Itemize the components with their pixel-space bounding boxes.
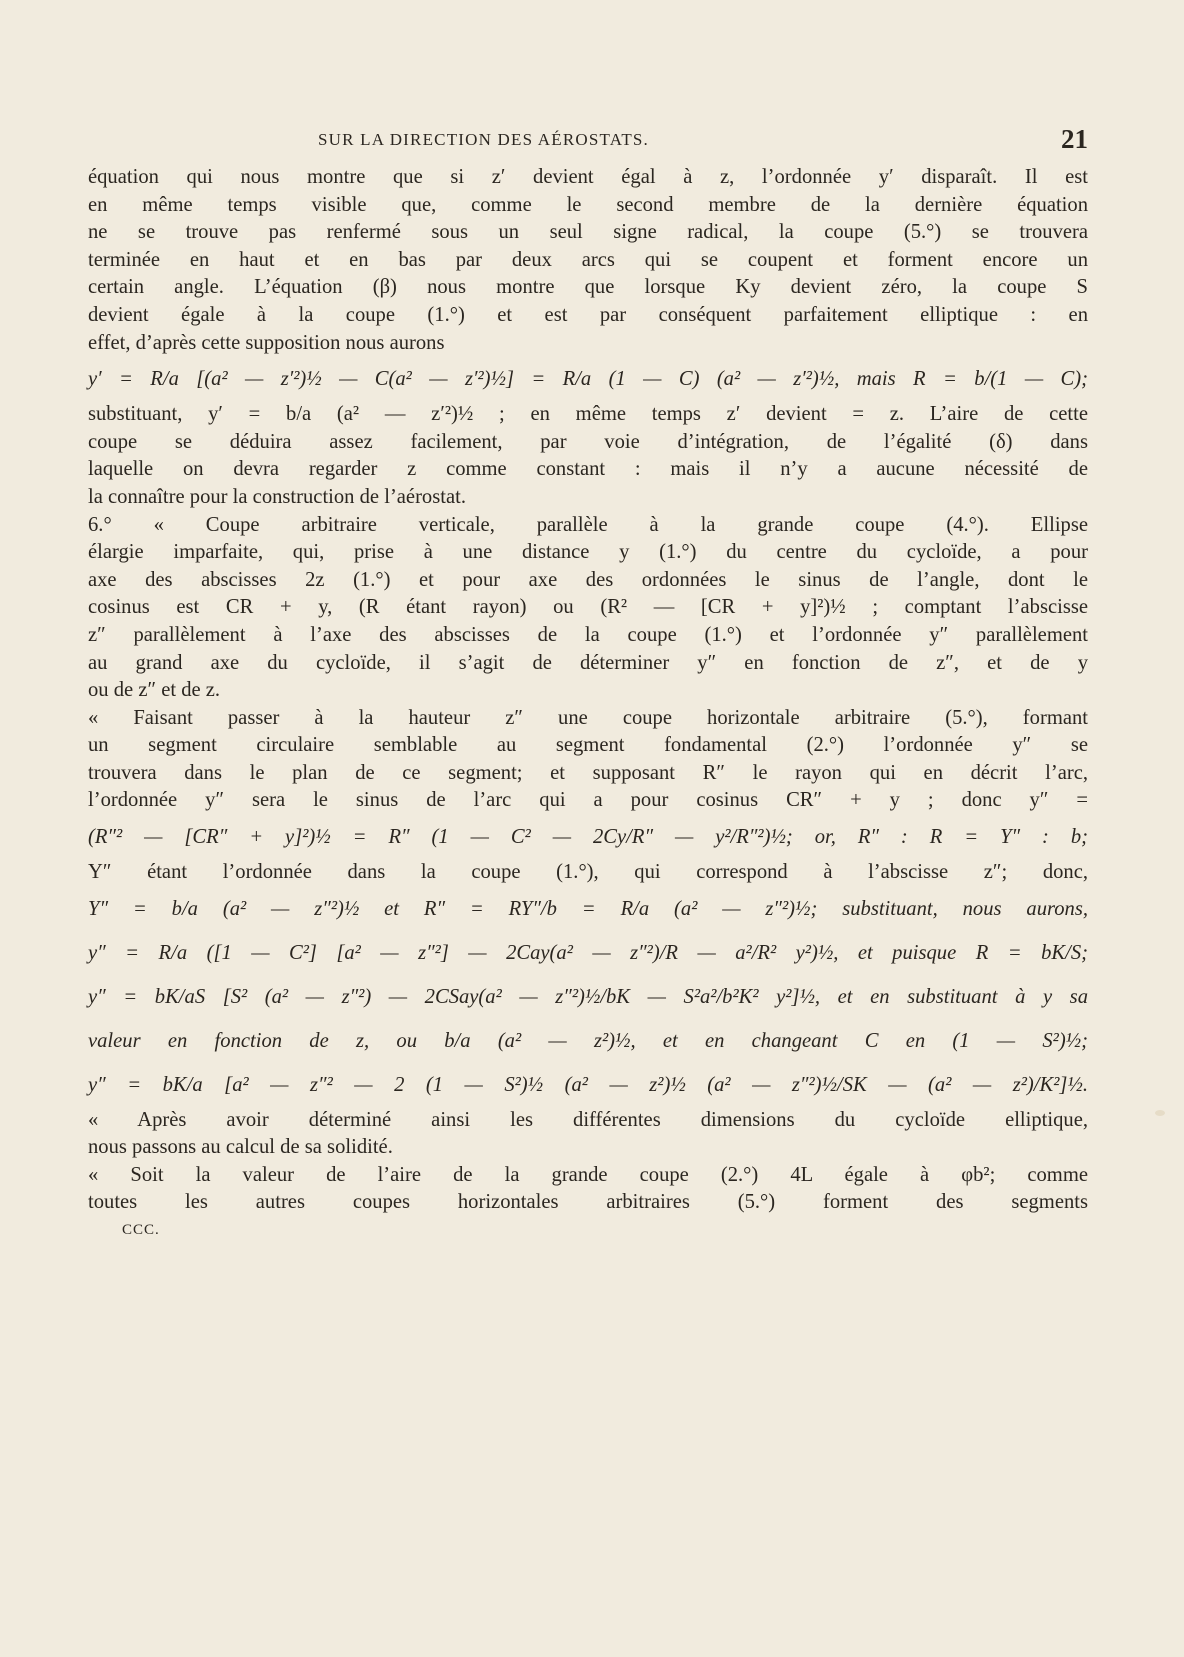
equation-line: valeur en fonction de z, ou b/a (a² — z²)½, et en changeant C en (1 — S²)½; bbox=[88, 1029, 1088, 1052]
text-line: élargie imparfaite, qui, prise à une distance y (1.°) du centre du cycloïde, a pour bbox=[88, 541, 1088, 564]
equation-line: y′ = R/a [(a² — z′²)½ — C(a² — z′²)½] = R/a (1 — C) (a² — z′²)½, mais R = b/(1 — C); bbox=[88, 368, 1088, 391]
text-line: en même temps visible que, comme le second membre de la dernière équation bbox=[88, 193, 1088, 216]
text-line: coupe se déduira assez facilement, par voie d’intégration, de l’égalité (δ) dans bbox=[88, 430, 1088, 453]
body-text bbox=[88, 164, 1088, 1245]
text-line: nous passons au calcul de sa solidité. bbox=[88, 1136, 393, 1159]
running-head: SUR LA DIRECTION DES AÉROSTATS. bbox=[318, 130, 650, 149]
paper-stain bbox=[1155, 1110, 1165, 1116]
text-line: toutes les autres coupes horizontales arbitraires (5.°) forment des segments bbox=[88, 1191, 1088, 1214]
text-line: z″ parallèlement à l’axe des abscisses de la coupe (1.°) et l’ordonnée y″ parallèlement bbox=[88, 623, 1088, 646]
text-line: devient égale à la coupe (1.°) et est par conséquent parfaitement elliptique : en bbox=[88, 303, 1088, 326]
text-line: certain angle. L’équation (β) nous montre que lorsque Ky devient zéro, la coupe S bbox=[88, 276, 1088, 299]
equation-line: (R″² — [CR″ + y]²)½ = R″ (1 — C² — 2Cy/R″ — y²/R″²)½; or, R″ : R = Y″ : b; bbox=[88, 826, 1088, 849]
text-line: substituant, y′ = b/a (a² — z′²)½ ; en même temps z′ devient = z. L’aire de cette bbox=[88, 403, 1088, 426]
text-line: trouvera dans le plan de ce segment; et supposant R″ le rayon qui en décrit l’arc, bbox=[88, 761, 1088, 784]
text-line: « Soit la valeur de l’aire de la grande coupe (2.°) 4L égale à φb²; comme bbox=[88, 1163, 1088, 1186]
equation-line: Y″ = b/a (a² — z″²)½ et R″ = RY″/b = R/a (a² — z″²)½; substituant, nous aurons, bbox=[88, 897, 1088, 920]
text-line: ne se trouve pas renfermé sous un seul signe radical, la coupe (5.°) se trouvera bbox=[88, 221, 1088, 244]
text-line: Y″ étant l’ordonnée dans la coupe (1.°), qui correspond à l’abscisse z″; donc, bbox=[88, 861, 1088, 884]
text-line: laquelle on devra regarder z comme constant : mais il n’y a aucune nécessité de bbox=[88, 458, 1088, 481]
text-line: la connaître pour la construction de l’aérostat. bbox=[88, 485, 466, 508]
text-line: équation qui nous montre que si z′ devient égal à z, l’ordonnée y′ disparaît. Il est bbox=[88, 166, 1088, 188]
text-line: axe des abscisses 2z (1.°) et pour axe des ordonnées le sinus de l’angle, dont le bbox=[88, 568, 1088, 591]
text-line: au grand axe du cycloïde, il s’agit de déterminer y″ en fonction de z″, et de y bbox=[88, 651, 1088, 674]
text-line: un segment circulaire semblable au segment fondamental (2.°) l’ordonnée y″ se bbox=[88, 734, 1088, 757]
text-line: cosinus est CR + y, (R étant rayon) ou (R² — [CR + y]²)½ ; comptant l’abscisse bbox=[88, 596, 1088, 619]
text-line: effet, d’après cette supposition nous aurons bbox=[88, 331, 445, 354]
equation-line: y″ = bK/a [a² — z″² — 2 (1 — S²)½ (a² — z²)½ (a² — z″²)½/SK — (a² — z²)/K²]½. bbox=[88, 1073, 1088, 1096]
page-number: 21 bbox=[1061, 124, 1088, 154]
text-line: ou de z″ et de z. bbox=[88, 679, 221, 702]
text-line: « Faisant passer à la hauteur z″ une coupe horizontale arbitraire (5.°), formant bbox=[88, 706, 1088, 729]
page-header bbox=[88, 124, 1088, 160]
equation-line: y″ = R/a ([1 — C²] [a² — z″²] — 2Cay(a² — z″²)/R — a²/R² y²)½, et puisque R = bK/S; bbox=[88, 941, 1088, 964]
text-line: l’ordonnée y″ sera le sinus de l’arc qui a pour cosinus CR″ + y ; donc y″ = bbox=[88, 789, 1088, 812]
text-line: 6.° « Coupe arbitraire verticale, parallèle à la grande coupe (4.°). Ellipse bbox=[88, 513, 1088, 536]
text-line: « Après avoir déterminé ainsi les différentes dimensions du cycloïde elliptique, bbox=[88, 1108, 1088, 1131]
text-line: terminée en haut et en bas par deux arcs qui se coupent et forment encore un bbox=[88, 248, 1088, 271]
catchword: CCC. bbox=[122, 1222, 160, 1239]
equation-line: y″ = bK/aS [S² (a² — z″²) — 2CSay(a² — z″²)½/bK — S²a²/b²K² y²]½, et en substituant à y sa bbox=[88, 985, 1088, 1008]
